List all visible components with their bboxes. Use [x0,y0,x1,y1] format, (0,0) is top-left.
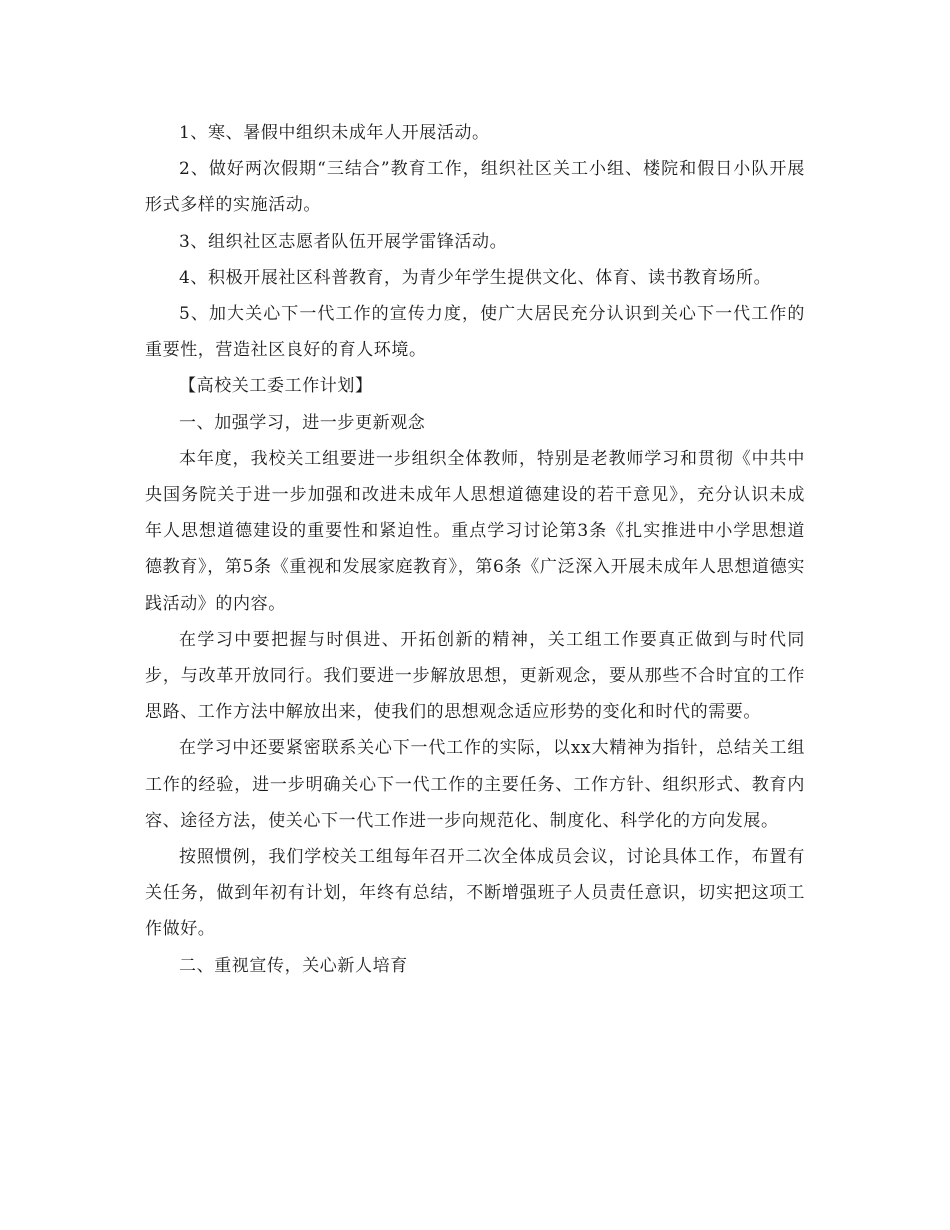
list-item-holiday-education: 2、做好两次假期“三结合”教育工作，组织社区关工小组、楼院和假日小队开展形式多样的实施活动。 [145,159,805,216]
heading-section-one: 一、加强学习，进一步更新观念 [179,412,426,433]
heading-section-two: 二、重视宣传，关心新人培育 [179,955,408,976]
list-item-science-education: 4、积极开展社区科普教育，为青少年学生提供文化、体育、读书教育场所。 [179,267,772,288]
list-item-winter-summer-activities: 1、寒、暑假中组织未成年人开展活动。 [179,123,490,143]
list-item-volunteer-activities: 3、组织社区志愿者队伍开展学雷锋活动。 [179,231,508,252]
body-paragraph: 在学习中要把握与时俱进、开拓创新的精神，关工组工作要真正做到与时代同步，与改革开放同行。我们要进一步解放思想，更新观念，要从那些不合时宜的工作思路、工作方法中解放出来，使我们的思想观念适应形势的变化和时代的需要。 [145,629,805,723]
body-paragraph: 在学习中还要紧密联系关心下一代工作的实际，以xx大精神为指针，总结关工组工作的经验，进一步明确关心下一代工作的主要任务、工作方针、组织形式、教育内容、途径方法，使关心下一代工作进一步向规范化、制度化、科学化的方向发展。 [145,738,805,831]
body-paragraph: 本年度，我校关工组要进一步组织全体教师，特别是老教师学习和贯彻《中共中央国务院关于进一步加强和改进未成年人思想道德建设的若干意见》，充分认识未成年人思想道德建设的重要性和紧迫性。重点学习讨论第3条《扎实推进中小学思想道德教育》，第5条《重视和发展家庭教育》，第6条《广泛深入开展未成年人思想道德实践活动》的内容。 [145,448,805,614]
body-paragraph: 按照惯例，我们学校关工组每年召开二次全体成员会议，讨论具体工作，布置有关任务，做到年初有计划，年终有总结，不断增强班子人员责任意识，切实把这项工作做好。 [145,847,805,940]
list-item-publicity: 5、加大关心下一代工作的宣传力度，使广大居民充分认识到关心下一代工作的重要性，营造社区良好的育人环境。 [145,304,805,361]
section-title: 【高校关工委工作计划】 [179,376,373,397]
document-body [145,115,805,984]
